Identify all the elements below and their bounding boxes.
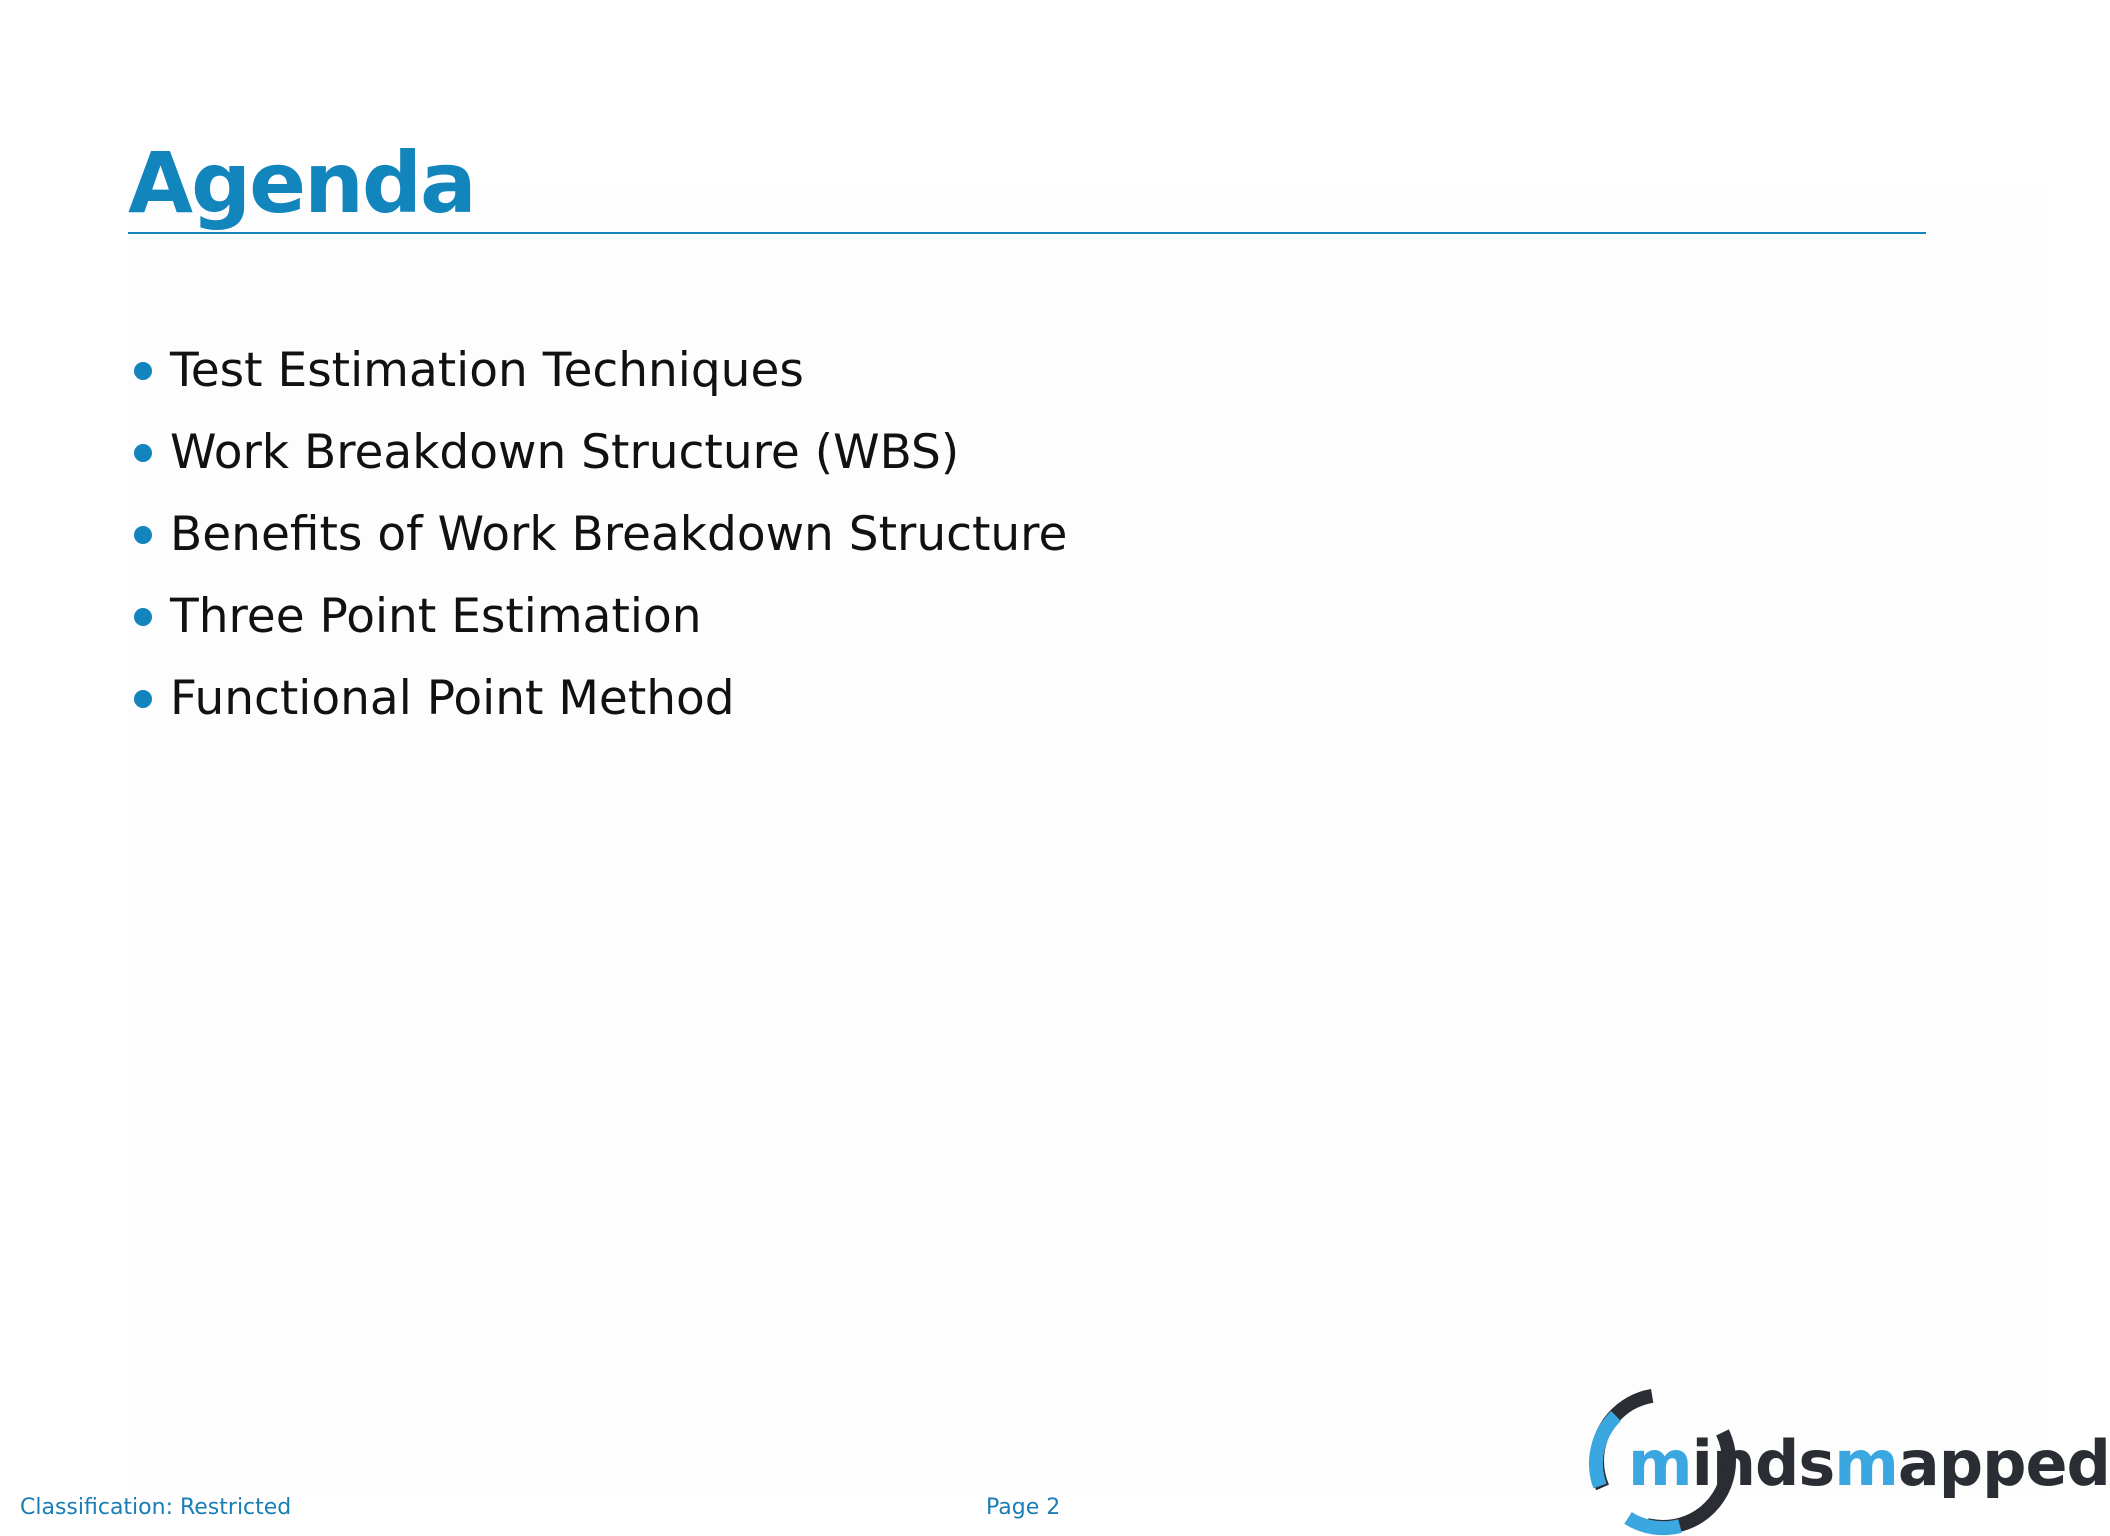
logo-wordmark <box>1628 1428 2110 1500</box>
bullet-icon <box>134 444 152 462</box>
agenda-item-label: Test Estimation Techniques <box>170 343 804 398</box>
logo-text-m1: m <box>1628 1427 1692 1500</box>
slide-title: Agenda <box>128 134 475 232</box>
agenda-item-label: Work Breakdown Structure (WBS) <box>170 425 960 480</box>
bullet-icon <box>134 526 152 544</box>
bullet-icon <box>134 608 152 626</box>
agenda-item-label: Functional Point Method <box>170 671 735 726</box>
logo-text-inds: inds <box>1691 1427 1835 1500</box>
agenda-item <box>128 330 1067 412</box>
title-underline <box>128 232 1926 234</box>
agenda-item <box>128 412 1067 494</box>
logo-text-apped: apped <box>1897 1427 2110 1500</box>
agenda-list <box>128 330 1067 740</box>
agenda-item <box>128 576 1067 658</box>
mindsmapped-logo <box>1588 1386 2110 1536</box>
bullet-icon <box>134 362 152 380</box>
agenda-item <box>128 658 1067 740</box>
page-number: Page 2 <box>986 1495 1061 1520</box>
classification-label: Classification: Restricted <box>20 1495 292 1520</box>
logo-text-m2: m <box>1834 1427 1898 1500</box>
agenda-item-label: Benefits of Work Breakdown Structure <box>170 507 1068 562</box>
agenda-item-label: Three Point Estimation <box>170 589 702 644</box>
agenda-item <box>128 494 1067 576</box>
bullet-icon <box>134 690 152 708</box>
